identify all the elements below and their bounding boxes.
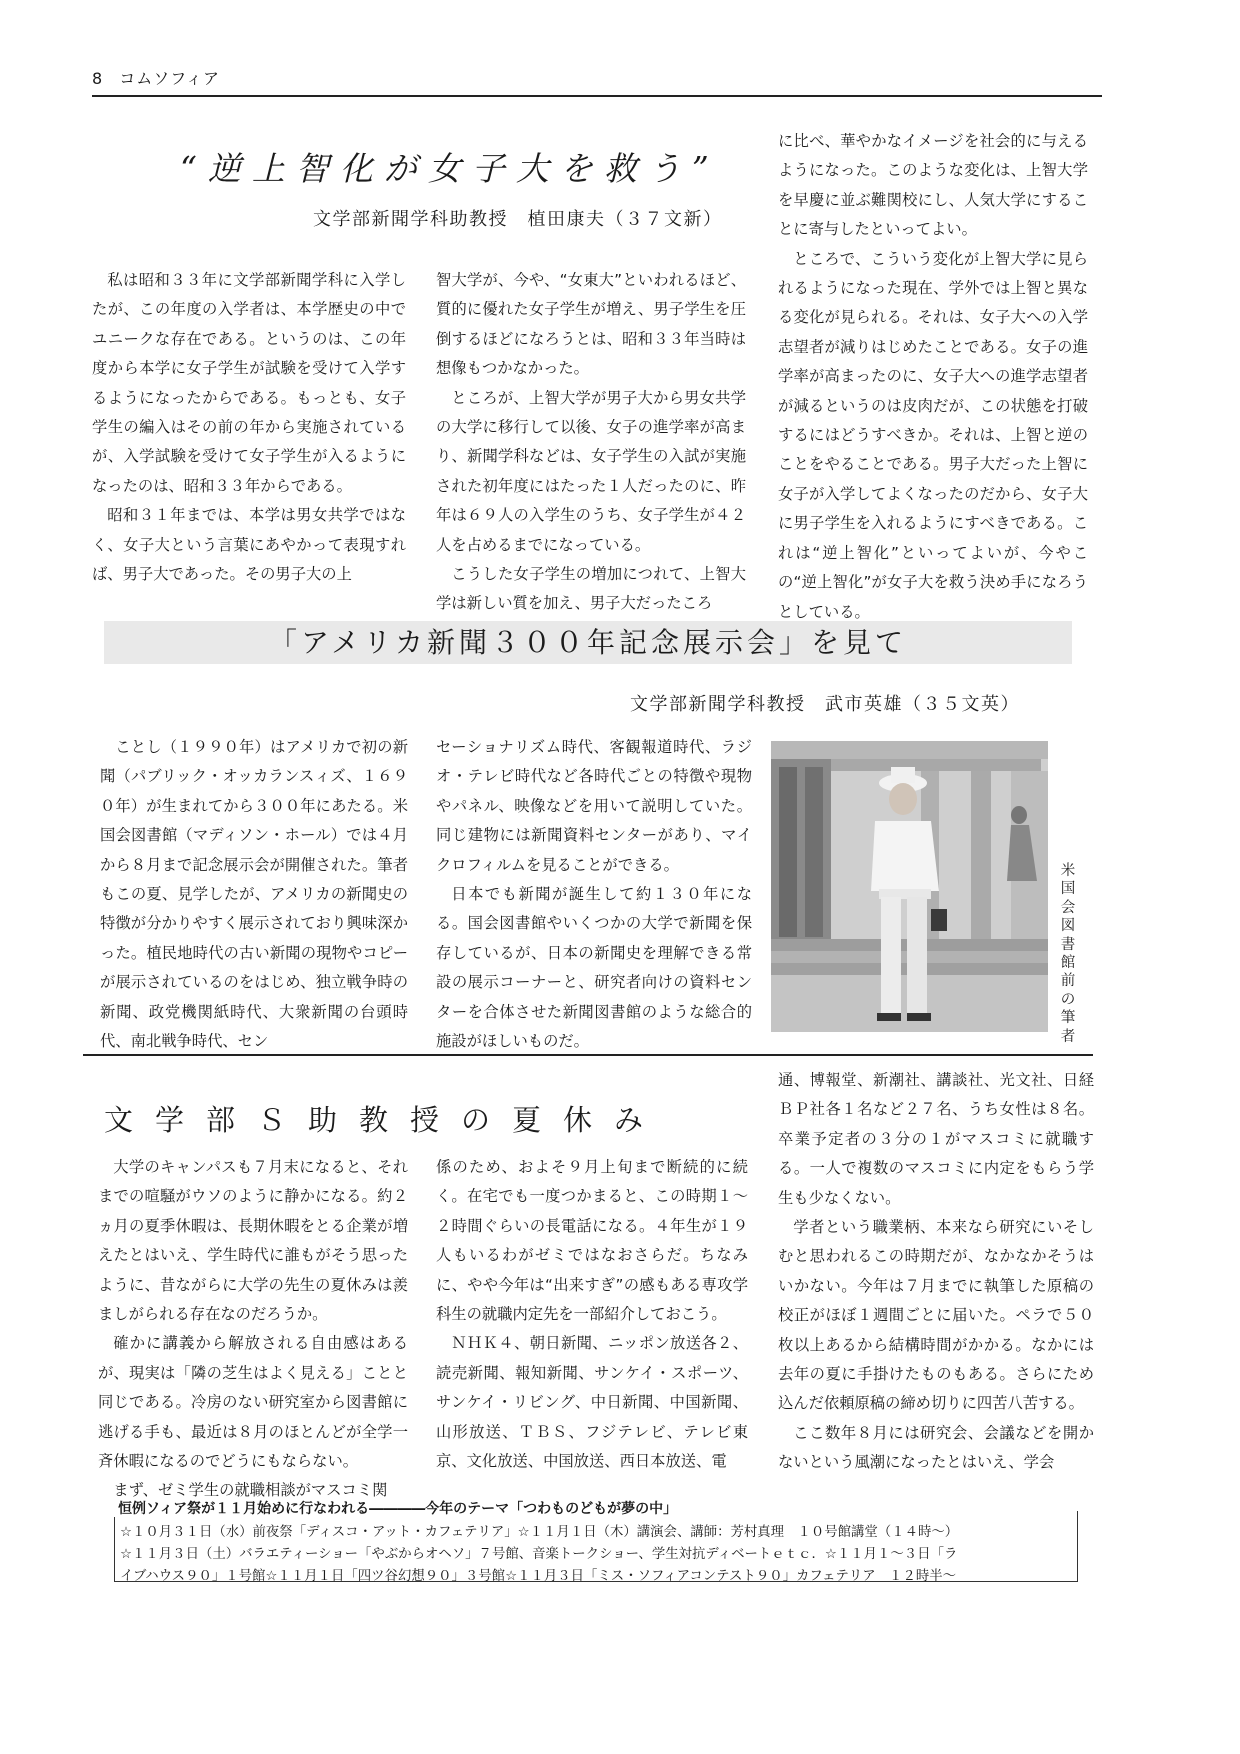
paragraph: こうした女子学生の増加につれて、上智大学は新しい質を加え、男子大だったころ	[436, 565, 746, 613]
article3-column-1	[98, 1153, 408, 1500]
paragraph: ここ数年８月には研究会、会議などを開かないという風潮になったとはいえ、学会	[778, 1423, 1094, 1472]
photo-caption: 米国会図書館前の筆者	[1060, 863, 1076, 1045]
article1-column-3	[778, 127, 1088, 621]
paragraph: ことし（１９９０年）はアメリカで初の新聞（パブリック・オッカランスィズ、１６９０年）が生まれてから３００年にあたる。米国会図書館（マディソン・ホール）では４月から８月まで記念展示会が開催された。筆者もこの夏、見学したが、アメリカの新聞史の特徴が分かりやすく展示されており興味深かった。植民地時代の古い新聞の現物やコピーが展示されているのをはじめ、独立戦争時の新聞、政党機関紙時代、大衆新聞の台頭時代、南北戦争時代、セン	[100, 738, 408, 1051]
paragraph: 大学のキャンパスも７月末になると、それまでの喧騒がウソのように静かになる。約２ヵ月の夏季休暇は、長期休暇をとる企業が増えたとはいえ、学生時代に誰もがそう思ったように、昔ながらに大学の先生の夏休みは羨ましがられる存在なのだろうか。	[98, 1158, 408, 1324]
paragraph: 通、博報堂、新潮社、講談社、光文社、日経ＢＰ社各１名など２７名、うち女性は８名。卒業予定者の３分の１がマスコミに就職する。一人で複数のマスコミに内定をもらう学生も少なくない。	[778, 1071, 1094, 1207]
paragraph: まず、ゼミ学生の就職相談がマスコミ関	[113, 1481, 388, 1500]
notice-line-2: ☆１１月３日（土）バラエティーショー「やぶからオヘソ」７号館、音楽トークショー、学生対抗ディベートｅｔｃ．☆１１月１〜３日「ラ	[120, 1547, 958, 1562]
paragraph: ＮＨＫ４、朝日新聞、ニッポン放送各２、読売新聞、報知新聞、サンケイ・スポーツ、サンケイ・リビング、中日新聞、中国新聞、山形放送、ＴＢＳ、フジテレビ、テレビ東京、文化放送、中国放送、西日本放送、電	[436, 1334, 748, 1471]
paragraph: セーショナリズム時代、客観報道時代、ラジオ・テレビ時代など各時代ごとの特徴や現物やパネル、映像などを用いて説明していた。同じ建物には新聞資料センターがあり、マイクロフィルムを見ることができる。	[436, 738, 752, 874]
article1-title: “逆上智化が女子大を救う”	[180, 149, 720, 188]
paragraph: 確かに講義から解放される自由感はあるが、現実は「隣の芝生はよく見える」ことと同じである。冷房のない研究室から図書館に逃げる手も、最近は８月のほとんどが全学一斉休暇になるのでどうにもならない。	[98, 1334, 408, 1471]
notice-line-1: ☆１０月３１日（水）前夜祭「ディスコ・アット・カフェテリア」☆１１月１日（木）講演会、講師：芳村真理 １０号館講堂（１４時〜）	[120, 1525, 959, 1540]
page-number: 8	[92, 69, 104, 88]
paragraph: 私は昭和３３年に文学部新聞学科に入学したが、この年度の入学者は、本学歴史の中でユニークな存在である。というのは、この年度から本学に女子学生が試験を受けて入学するようになったからである。もっとも、女子学生の編入はその前の年から実施されているが、入学試験を受けて女子学生が入るようになったのは、昭和３３年からである。	[92, 271, 406, 495]
article3-column-3	[778, 1066, 1094, 1494]
page-header	[92, 66, 220, 89]
article3-title: 文学部Ｓ助教授の夏休み	[104, 1103, 666, 1137]
article2-column-2	[436, 733, 752, 1051]
paragraph: 係のため、およそ９月上旬まで断続的に続く。在宅でも一度つかまると、この時期１〜２時間ぐらいの長電話になる。４年生が１９人もいるわがゼミではなおさらだ。ちなみに、やや今年は“出来すぎ”の感もある専攻学科生の就職内定先を一部紹介しておこう。	[436, 1158, 748, 1324]
paragraph: 学者という職業柄、本来なら研究にいそしむと思われるこの時期だが、なかなかそうはいかない。今年は７月までに執筆した原稿の校正がほぼ１週間ごとに届いた。ペラで５０枚以上あるから結構時間がかかる。なかには去年の夏に手掛けたものもある。さらにため込んだ依頼原稿の締め切りに四苦八苦する。	[778, 1218, 1094, 1413]
paragraph: ところが、上智大学が男子大から男女共学の大学に移行して以後、女子の進学率が高まり、新聞学科などは、女子学生の入試が実施された初年度にはたった１人だったのに、昨年は６９人の入学生のうち、女子学生が４２人を占めるまでになっている。	[436, 388, 746, 554]
article2-column-1	[100, 733, 408, 1051]
notice-line-3: イブハウス９０」１号館☆１１月１日「四ツ谷幻想９０」３号館☆１１月３日「ミス・ソフィアコンテスト９０」カフェテリア １２時半〜	[120, 1569, 957, 1584]
paragraph: 日本でも新聞が誕生して約１３０年になる。国会図書館やいくつかの大学で新聞を保存しているが、日本の新聞史を理解できる常設の展示コーナーと、研究者向けの資料センターを合体させた新聞図書館のような総合的施設がほしいものだ。	[436, 885, 752, 1051]
article3-column-2	[436, 1153, 748, 1493]
author-photo	[771, 741, 1048, 1032]
paragraph: に比べ、華やかなイメージを社会的に与えるようになった。このような変化は、上智大学を早慶に並ぶ難関校にし、人気大学にすることに寄与したといってよい。	[778, 132, 1088, 239]
article2-byline: 文学部新聞学科教授 武市英雄（３５文英）	[630, 694, 1020, 715]
article1-column-2	[436, 266, 746, 613]
article1-byline: 文学部新聞学科助教授 植田康夫（３７文新）	[313, 209, 723, 230]
header-rule	[92, 95, 1102, 97]
publication-name: コムソフィア	[119, 69, 221, 88]
article1-column-1	[92, 266, 406, 608]
notice-headline-text: 恒例ソィア祭が１１月始めに行なわれる――――今年のテーマ「つわものどもが夢の中」	[114, 1501, 681, 1517]
section-rule	[83, 1054, 1093, 1056]
paragraph: 昭和３１年までは、本学は男女共学ではなく、女子大という言葉にあやかって表現すれば、男子大であった。その男子大の上	[92, 506, 406, 584]
article2-title: 「アメリカ新聞３００年記念展示会」を見て	[268, 626, 908, 659]
author-photo-image	[771, 741, 1048, 1032]
paragraph: ところで、こういう変化が上智大学に見られるようになった現在、学外では上智と異なる変化が見られる。それは、女子大への入学志望者が減りはじめたことである。女子の進学率が高まったのに、女子大への進学志望者が減るというのは皮肉だが、この状態を打破するにはどうすべきか。それは、上智と逆のことをやることである。男子大だった上智に女子が入学してよくなったのだから、女子大に男子学生を入れるようにすべきである。これは“逆上智化”といってよいが、今やこの“逆上智化”が女子大を救う決め手になろうとしている。	[778, 249, 1088, 621]
festival-notice-headline	[114, 1498, 1078, 1518]
paragraph: 智大学が、今や、“女東大”といわれるほど、質的に優れた女子学生が増え、男子学生を圧倒するほどになろうとは、昭和３３年当時は想像もつかなかった。	[436, 271, 746, 378]
